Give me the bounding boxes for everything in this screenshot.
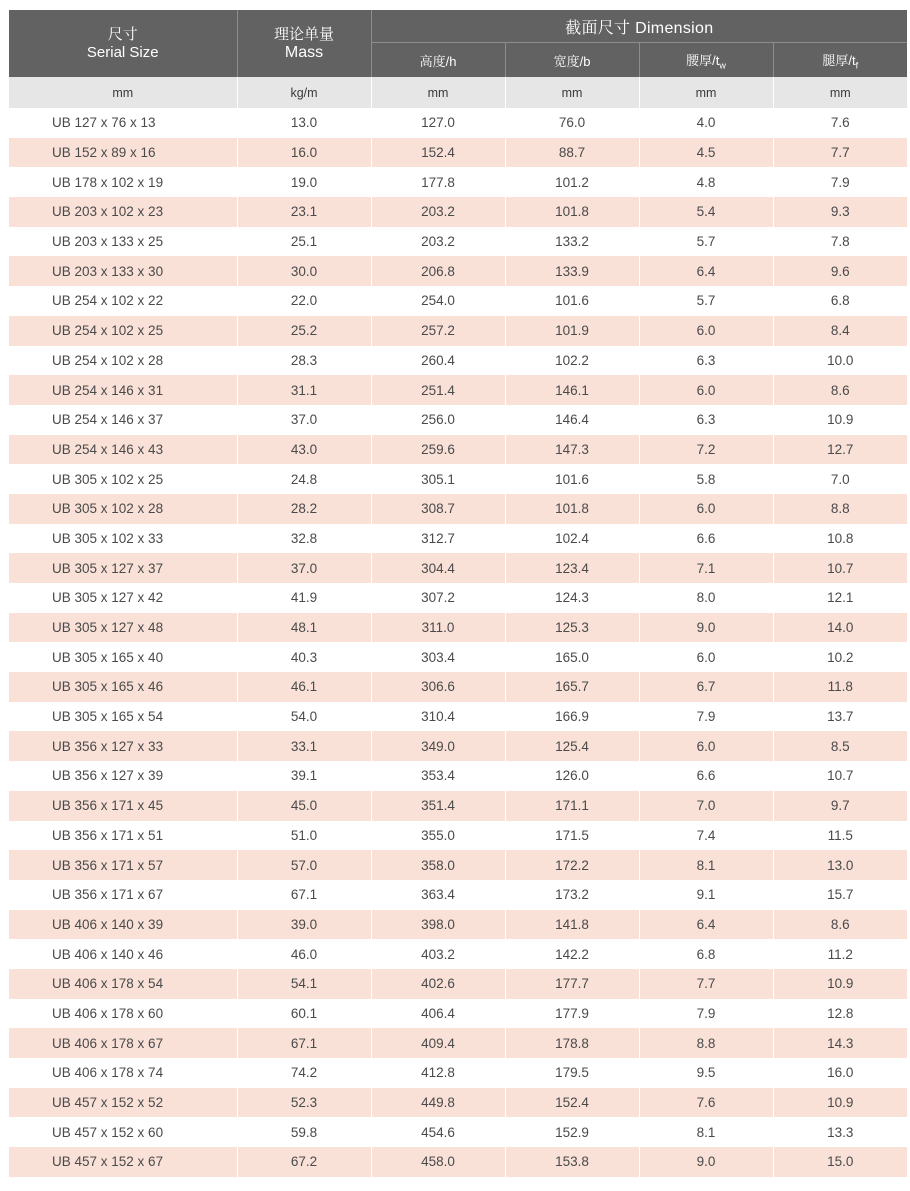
cell-web-thickness: 6.0 — [639, 642, 773, 672]
cell-width: 152.9 — [505, 1117, 639, 1147]
table-row — [9, 138, 907, 168]
cell-web-thickness: 6.6 — [639, 761, 773, 791]
header-mass-en: Mass — [284, 43, 324, 61]
header-width: 宽度/b — [505, 43, 639, 78]
cell-web-thickness: 7.0 — [639, 791, 773, 821]
cell-flange-thickness: 11.8 — [773, 672, 907, 702]
cell-height: 311.0 — [371, 613, 505, 643]
unit-cell: mm — [639, 77, 773, 108]
cell-flange-thickness: 12.7 — [773, 435, 907, 465]
cell-mass: 39.0 — [237, 910, 371, 940]
table-row — [9, 880, 907, 910]
table-row — [9, 1058, 907, 1088]
header-web-thickness — [639, 43, 773, 78]
cell-web-thickness: 5.7 — [639, 286, 773, 316]
table-row — [9, 702, 907, 732]
cell-mass: 28.3 — [237, 346, 371, 376]
cell-mass: 46.0 — [237, 939, 371, 969]
cell-mass: 33.1 — [237, 731, 371, 761]
cell-serial-size: UB 203 x 133 x 30 — [9, 256, 237, 286]
cell-height: 358.0 — [371, 850, 505, 880]
header-flange-label: 腿厚/t — [822, 52, 856, 68]
cell-mass: 19.0 — [237, 167, 371, 197]
cell-flange-thickness: 10.7 — [773, 761, 907, 791]
table-row — [9, 1117, 907, 1147]
cell-web-thickness: 6.4 — [639, 256, 773, 286]
cell-serial-size: UB 406 x 178 x 54 — [9, 969, 237, 999]
table-row — [9, 613, 907, 643]
header-serial-size — [9, 10, 237, 77]
cell-flange-thickness: 9.3 — [773, 197, 907, 227]
cell-mass: 74.2 — [237, 1058, 371, 1088]
cell-web-thickness: 6.3 — [639, 405, 773, 435]
cell-width: 165.7 — [505, 672, 639, 702]
header-flange-sub: f — [855, 60, 859, 71]
cell-mass: 57.0 — [237, 850, 371, 880]
cell-mass: 37.0 — [237, 405, 371, 435]
cell-width: 166.9 — [505, 702, 639, 732]
cell-width: 177.7 — [505, 969, 639, 999]
cell-web-thickness: 5.8 — [639, 464, 773, 494]
cell-height: 307.2 — [371, 583, 505, 613]
cell-serial-size: UB 305 x 165 x 54 — [9, 702, 237, 732]
cell-width: 124.3 — [505, 583, 639, 613]
cell-web-thickness: 8.0 — [639, 583, 773, 613]
cell-mass: 31.1 — [237, 375, 371, 405]
cell-width: 146.1 — [505, 375, 639, 405]
cell-web-thickness: 9.0 — [639, 1147, 773, 1177]
cell-height: 403.2 — [371, 939, 505, 969]
table-row — [9, 1147, 907, 1177]
cell-web-thickness: 8.1 — [639, 850, 773, 880]
cell-web-thickness: 5.7 — [639, 227, 773, 257]
cell-web-thickness: 6.4 — [639, 910, 773, 940]
cell-mass: 40.3 — [237, 642, 371, 672]
cell-serial-size: UB 152 x 89 x 16 — [9, 138, 237, 168]
table-row — [9, 939, 907, 969]
cell-flange-thickness: 6.8 — [773, 286, 907, 316]
cell-mass: 22.0 — [237, 286, 371, 316]
cell-web-thickness: 4.5 — [639, 138, 773, 168]
cell-width: 102.2 — [505, 346, 639, 376]
table-row — [9, 583, 907, 613]
cell-height: 257.2 — [371, 316, 505, 346]
cell-flange-thickness: 11.2 — [773, 939, 907, 969]
cell-width: 173.2 — [505, 880, 639, 910]
table-row — [9, 346, 907, 376]
cell-mass: 32.8 — [237, 524, 371, 554]
cell-mass: 37.0 — [237, 553, 371, 583]
cell-flange-thickness: 11.5 — [773, 821, 907, 851]
cell-width: 152.4 — [505, 1088, 639, 1118]
cell-web-thickness: 9.5 — [639, 1058, 773, 1088]
cell-flange-thickness: 13.3 — [773, 1117, 907, 1147]
unit-cell: mm — [773, 77, 907, 108]
cell-serial-size: UB 406 x 178 x 67 — [9, 1028, 237, 1058]
unit-cell: kg/m — [237, 77, 371, 108]
cell-mass: 54.0 — [237, 702, 371, 732]
cell-serial-size: UB 356 x 171 x 51 — [9, 821, 237, 851]
cell-web-thickness: 6.8 — [639, 939, 773, 969]
cell-mass: 67.2 — [237, 1147, 371, 1177]
header-web-sub: w — [719, 60, 726, 71]
cell-flange-thickness: 13.7 — [773, 702, 907, 732]
cell-flange-thickness: 10.8 — [773, 524, 907, 554]
table-row — [9, 672, 907, 702]
cell-width: 126.0 — [505, 761, 639, 791]
cell-web-thickness: 4.0 — [639, 108, 773, 138]
cell-serial-size: UB 356 x 171 x 45 — [9, 791, 237, 821]
cell-flange-thickness: 16.0 — [773, 1058, 907, 1088]
cell-serial-size: UB 254 x 102 x 25 — [9, 316, 237, 346]
cell-height: 259.6 — [371, 435, 505, 465]
cell-serial-size: UB 203 x 102 x 23 — [9, 197, 237, 227]
cell-mass: 60.1 — [237, 999, 371, 1029]
cell-height: 310.4 — [371, 702, 505, 732]
cell-serial-size: UB 305 x 127 x 42 — [9, 583, 237, 613]
cell-serial-size: UB 356 x 127 x 39 — [9, 761, 237, 791]
cell-width: 101.6 — [505, 286, 639, 316]
cell-width: 171.5 — [505, 821, 639, 851]
cell-mass: 41.9 — [237, 583, 371, 613]
cell-serial-size: UB 305 x 127 x 48 — [9, 613, 237, 643]
cell-serial-size: UB 305 x 102 x 33 — [9, 524, 237, 554]
table-row — [9, 524, 907, 554]
cell-mass: 43.0 — [237, 435, 371, 465]
table-row — [9, 375, 907, 405]
cell-mass: 54.1 — [237, 969, 371, 999]
cell-web-thickness: 8.8 — [639, 1028, 773, 1058]
cell-width: 133.9 — [505, 256, 639, 286]
cell-width: 147.3 — [505, 435, 639, 465]
cell-serial-size: UB 457 x 152 x 52 — [9, 1088, 237, 1118]
cell-height: 203.2 — [371, 227, 505, 257]
cell-height: 203.2 — [371, 197, 505, 227]
cell-web-thickness: 7.2 — [639, 435, 773, 465]
cell-width: 102.4 — [505, 524, 639, 554]
cell-serial-size: UB 254 x 146 x 43 — [9, 435, 237, 465]
cell-height: 254.0 — [371, 286, 505, 316]
cell-web-thickness: 8.1 — [639, 1117, 773, 1147]
cell-flange-thickness: 13.0 — [773, 850, 907, 880]
table-row — [9, 167, 907, 197]
table-row — [9, 494, 907, 524]
cell-web-thickness: 4.8 — [639, 167, 773, 197]
ub-spec-table — [9, 10, 907, 1177]
cell-width: 101.8 — [505, 197, 639, 227]
table-row — [9, 791, 907, 821]
cell-mass: 24.8 — [237, 464, 371, 494]
cell-height: 303.4 — [371, 642, 505, 672]
cell-serial-size: UB 406 x 140 x 46 — [9, 939, 237, 969]
cell-height: 349.0 — [371, 731, 505, 761]
cell-width: 133.2 — [505, 227, 639, 257]
cell-height: 406.4 — [371, 999, 505, 1029]
unit-cell: mm — [371, 77, 505, 108]
table-row — [9, 286, 907, 316]
cell-flange-thickness: 12.1 — [773, 583, 907, 613]
table-row — [9, 553, 907, 583]
cell-width: 88.7 — [505, 138, 639, 168]
cell-height: 409.4 — [371, 1028, 505, 1058]
cell-serial-size: UB 406 x 178 x 60 — [9, 999, 237, 1029]
table-row — [9, 316, 907, 346]
spec-table-container — [9, 10, 907, 1177]
cell-web-thickness: 6.0 — [639, 375, 773, 405]
cell-serial-size: UB 305 x 127 x 37 — [9, 553, 237, 583]
cell-width: 171.1 — [505, 791, 639, 821]
cell-height: 355.0 — [371, 821, 505, 851]
cell-width: 76.0 — [505, 108, 639, 138]
cell-width: 141.8 — [505, 910, 639, 940]
cell-height: 398.0 — [371, 910, 505, 940]
cell-mass: 59.8 — [237, 1117, 371, 1147]
table-row — [9, 464, 907, 494]
cell-web-thickness: 7.7 — [639, 969, 773, 999]
cell-height: 177.8 — [371, 167, 505, 197]
cell-flange-thickness: 8.6 — [773, 910, 907, 940]
table-row — [9, 405, 907, 435]
cell-flange-thickness: 7.6 — [773, 108, 907, 138]
cell-web-thickness: 6.6 — [639, 524, 773, 554]
cell-flange-thickness: 8.4 — [773, 316, 907, 346]
cell-mass: 16.0 — [237, 138, 371, 168]
cell-width: 153.8 — [505, 1147, 639, 1177]
table-row — [9, 642, 907, 672]
cell-height: 458.0 — [371, 1147, 505, 1177]
cell-mass: 52.3 — [237, 1088, 371, 1118]
table-row — [9, 1088, 907, 1118]
cell-serial-size: UB 305 x 102 x 28 — [9, 494, 237, 524]
cell-serial-size: UB 356 x 171 x 57 — [9, 850, 237, 880]
cell-flange-thickness: 14.0 — [773, 613, 907, 643]
header-flange-thickness — [773, 43, 907, 78]
cell-height: 351.4 — [371, 791, 505, 821]
cell-width: 101.2 — [505, 167, 639, 197]
table-row — [9, 761, 907, 791]
cell-web-thickness: 6.0 — [639, 731, 773, 761]
table-body — [9, 108, 907, 1177]
cell-flange-thickness: 14.3 — [773, 1028, 907, 1058]
cell-serial-size: UB 305 x 165 x 46 — [9, 672, 237, 702]
table-row — [9, 821, 907, 851]
cell-web-thickness: 6.0 — [639, 494, 773, 524]
cell-height: 402.6 — [371, 969, 505, 999]
header-size-en: Serial Size — [86, 43, 159, 61]
header-mass — [237, 10, 371, 77]
header-web-label: 腰厚/t — [686, 52, 720, 68]
cell-mass: 48.1 — [237, 613, 371, 643]
cell-web-thickness: 7.6 — [639, 1088, 773, 1118]
cell-height: 251.4 — [371, 375, 505, 405]
table-row — [9, 999, 907, 1029]
cell-serial-size: UB 203 x 133 x 25 — [9, 227, 237, 257]
cell-serial-size: UB 457 x 152 x 60 — [9, 1117, 237, 1147]
cell-height: 308.7 — [371, 494, 505, 524]
cell-serial-size: UB 356 x 127 x 33 — [9, 731, 237, 761]
cell-web-thickness: 5.4 — [639, 197, 773, 227]
table-row — [9, 227, 907, 257]
cell-web-thickness: 9.0 — [639, 613, 773, 643]
cell-height: 152.4 — [371, 138, 505, 168]
cell-serial-size: UB 457 x 152 x 67 — [9, 1147, 237, 1177]
cell-web-thickness: 7.4 — [639, 821, 773, 851]
cell-flange-thickness: 7.8 — [773, 227, 907, 257]
cell-serial-size: UB 178 x 102 x 19 — [9, 167, 237, 197]
table-row — [9, 1028, 907, 1058]
cell-width: 125.4 — [505, 731, 639, 761]
cell-web-thickness: 7.1 — [639, 553, 773, 583]
cell-width: 165.0 — [505, 642, 639, 672]
cell-width: 101.9 — [505, 316, 639, 346]
table-header — [9, 10, 907, 77]
cell-width: 177.9 — [505, 999, 639, 1029]
cell-mass: 67.1 — [237, 880, 371, 910]
cell-flange-thickness: 7.7 — [773, 138, 907, 168]
cell-mass: 45.0 — [237, 791, 371, 821]
unit-cell: mm — [505, 77, 639, 108]
cell-flange-thickness: 7.9 — [773, 167, 907, 197]
table-row — [9, 197, 907, 227]
cell-height: 206.8 — [371, 256, 505, 286]
table-row — [9, 108, 907, 138]
table-row — [9, 256, 907, 286]
cell-flange-thickness: 10.9 — [773, 1088, 907, 1118]
cell-height: 412.8 — [371, 1058, 505, 1088]
unit-cell: mm — [9, 77, 237, 108]
cell-web-thickness: 7.9 — [639, 702, 773, 732]
cell-mass: 51.0 — [237, 821, 371, 851]
cell-serial-size: UB 406 x 178 x 74 — [9, 1058, 237, 1088]
cell-flange-thickness: 12.8 — [773, 999, 907, 1029]
cell-width: 178.8 — [505, 1028, 639, 1058]
cell-height: 305.1 — [371, 464, 505, 494]
cell-height: 353.4 — [371, 761, 505, 791]
cell-width: 101.6 — [505, 464, 639, 494]
cell-width: 101.8 — [505, 494, 639, 524]
cell-flange-thickness: 10.9 — [773, 405, 907, 435]
cell-web-thickness: 6.7 — [639, 672, 773, 702]
cell-flange-thickness: 8.6 — [773, 375, 907, 405]
cell-mass: 67.1 — [237, 1028, 371, 1058]
cell-width: 146.4 — [505, 405, 639, 435]
cell-serial-size: UB 254 x 102 x 28 — [9, 346, 237, 376]
cell-web-thickness: 9.1 — [639, 880, 773, 910]
cell-flange-thickness: 9.7 — [773, 791, 907, 821]
cell-serial-size: UB 406 x 140 x 39 — [9, 910, 237, 940]
cell-mass: 13.0 — [237, 108, 371, 138]
cell-mass: 25.2 — [237, 316, 371, 346]
cell-mass: 39.1 — [237, 761, 371, 791]
cell-mass: 46.1 — [237, 672, 371, 702]
cell-flange-thickness: 15.7 — [773, 880, 907, 910]
cell-flange-thickness: 10.9 — [773, 969, 907, 999]
header-size-cn: 尺寸 — [107, 25, 138, 43]
cell-flange-thickness: 10.7 — [773, 553, 907, 583]
cell-flange-thickness: 10.0 — [773, 346, 907, 376]
cell-flange-thickness: 9.6 — [773, 256, 907, 286]
cell-height: 449.8 — [371, 1088, 505, 1118]
cell-flange-thickness: 8.5 — [773, 731, 907, 761]
cell-height: 312.7 — [371, 524, 505, 554]
cell-serial-size: UB 356 x 171 x 67 — [9, 880, 237, 910]
cell-mass: 28.2 — [237, 494, 371, 524]
cell-height: 454.6 — [371, 1117, 505, 1147]
cell-flange-thickness: 8.8 — [773, 494, 907, 524]
table-row — [9, 435, 907, 465]
table-row — [9, 731, 907, 761]
header-dimension: 截面尺寸 Dimension — [371, 10, 907, 43]
table-row — [9, 969, 907, 999]
cell-height: 363.4 — [371, 880, 505, 910]
table-row — [9, 910, 907, 940]
cell-height: 127.0 — [371, 108, 505, 138]
cell-serial-size: UB 305 x 102 x 25 — [9, 464, 237, 494]
header-mass-cn: 理论单量 — [273, 25, 334, 43]
cell-height: 256.0 — [371, 405, 505, 435]
cell-serial-size: UB 254 x 146 x 37 — [9, 405, 237, 435]
cell-height: 304.4 — [371, 553, 505, 583]
cell-height: 260.4 — [371, 346, 505, 376]
cell-width: 125.3 — [505, 613, 639, 643]
header-height: 高度/h — [371, 43, 505, 78]
cell-width: 123.4 — [505, 553, 639, 583]
cell-width: 179.5 — [505, 1058, 639, 1088]
cell-serial-size: UB 305 x 165 x 40 — [9, 642, 237, 672]
cell-width: 172.2 — [505, 850, 639, 880]
cell-width: 142.2 — [505, 939, 639, 969]
units-row — [9, 77, 907, 108]
cell-flange-thickness: 15.0 — [773, 1147, 907, 1177]
cell-serial-size: UB 254 x 146 x 31 — [9, 375, 237, 405]
cell-height: 306.6 — [371, 672, 505, 702]
cell-serial-size: UB 254 x 102 x 22 — [9, 286, 237, 316]
cell-mass: 25.1 — [237, 227, 371, 257]
table-row — [9, 850, 907, 880]
cell-web-thickness: 7.9 — [639, 999, 773, 1029]
cell-flange-thickness: 7.0 — [773, 464, 907, 494]
cell-mass: 23.1 — [237, 197, 371, 227]
cell-web-thickness: 6.3 — [639, 346, 773, 376]
cell-flange-thickness: 10.2 — [773, 642, 907, 672]
cell-web-thickness: 6.0 — [639, 316, 773, 346]
cell-mass: 30.0 — [237, 256, 371, 286]
cell-serial-size: UB 127 x 76 x 13 — [9, 108, 237, 138]
